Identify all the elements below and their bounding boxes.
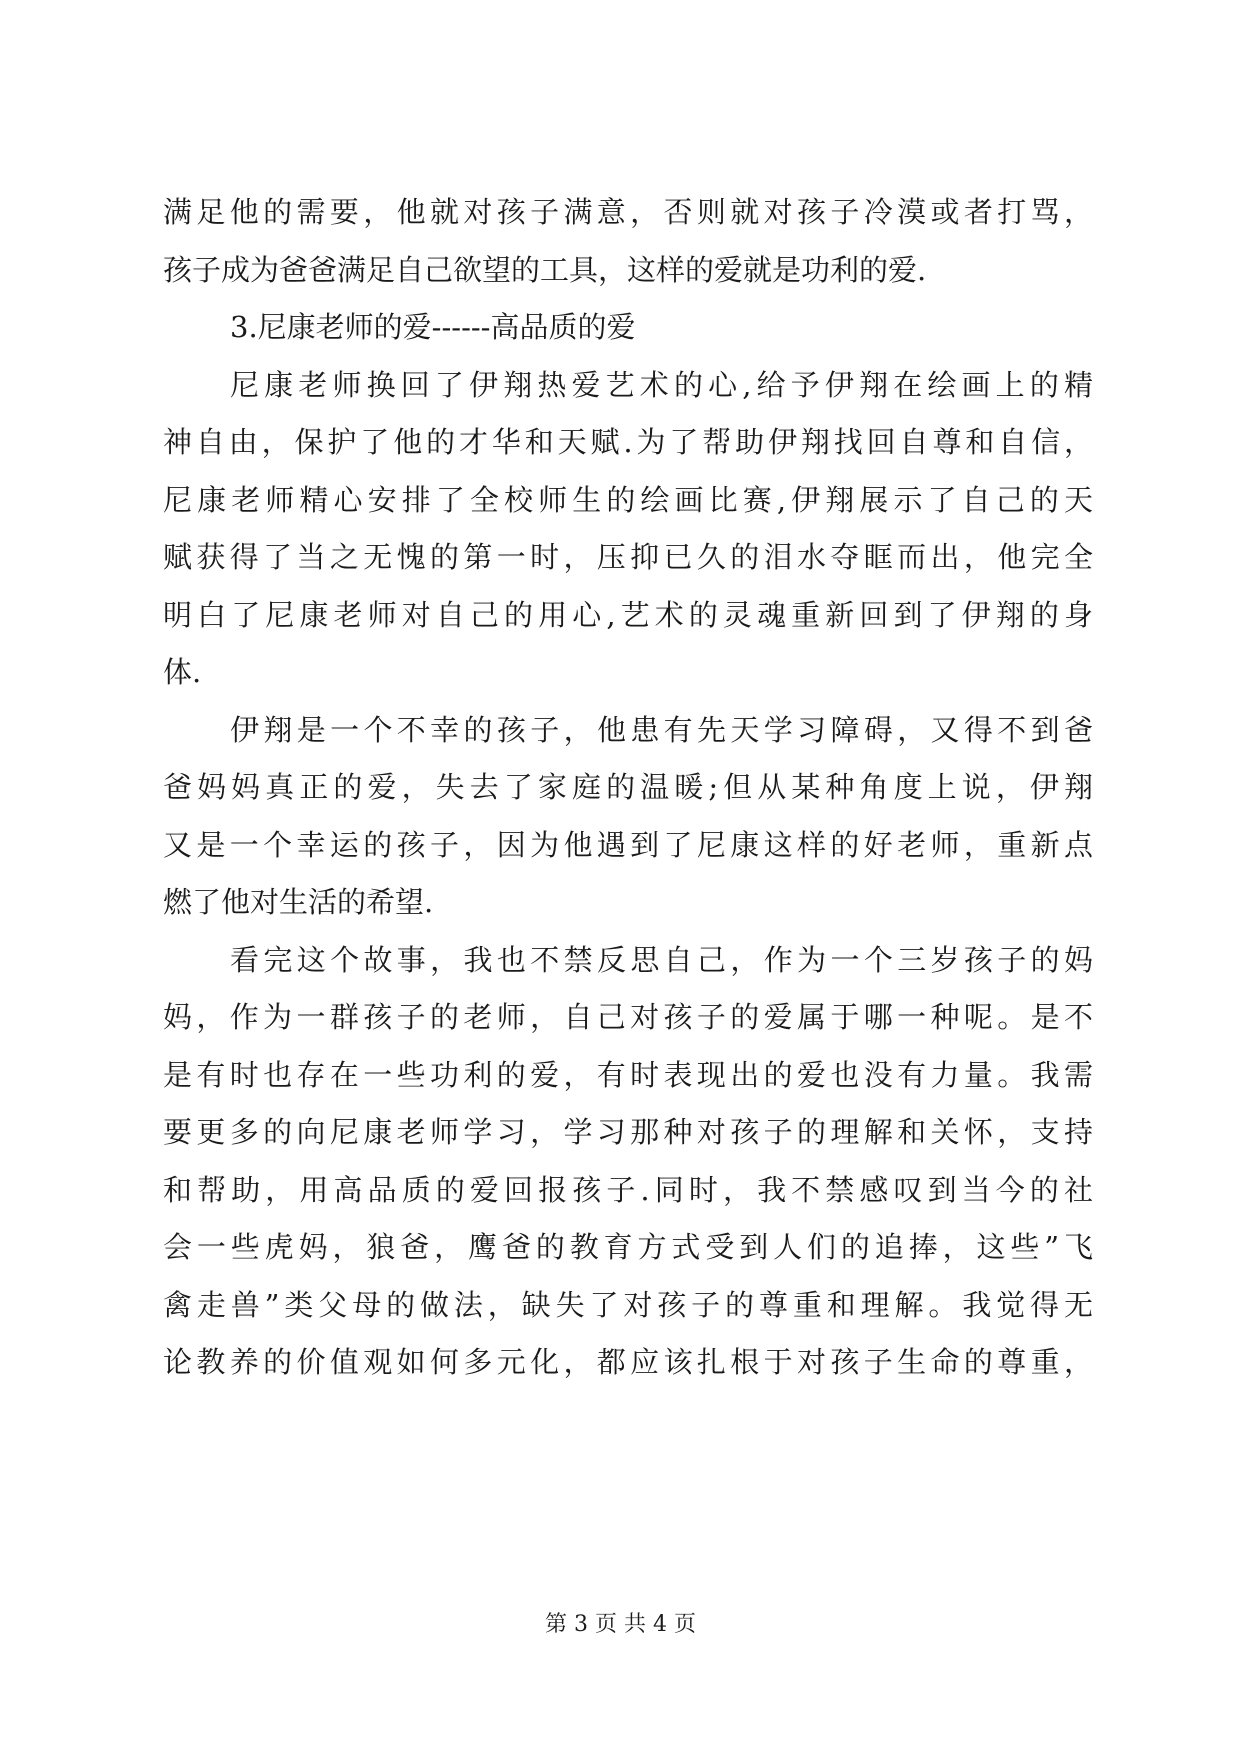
text-line: 体.	[163, 655, 202, 689]
text-line: 赋获得了当之无愧的第一时，压抑已久的泪水夺眶而出，他完全	[163, 540, 1093, 574]
text-line: 爸妈妈真正的爱，失去了家庭的温暖;但从某种角度上说，伊翔	[163, 770, 1093, 804]
text-line: 论教养的价值观如何多元化，都应该扎根于对孩子生命的尊重，	[163, 1345, 1093, 1379]
text-line: 禽走兽”类父母的做法，缺失了对孩子的尊重和理解。我觉得无	[163, 1287, 1093, 1322]
text-line: 燃了他对生活的希望.	[163, 885, 434, 919]
text-line: 会一些虎妈，狼爸，鹰爸的教育方式受到人们的追捧，这些”飞	[163, 1230, 1093, 1264]
text-line: 神自由，保护了他的才华和天赋.为了帮助伊翔找回自尊和自信，	[163, 425, 1093, 459]
text-line: 尼康老师换回了伊翔热爱艺术的心,给予伊翔在绘画上的精	[230, 367, 1093, 402]
text-line: 是有时也存在一些功利的爱，有时表现出的爱也没有力量。我需	[163, 1057, 1093, 1092]
body-text	[163, 184, 1093, 1392]
text-line: 又是一个幸运的孩子，因为他遇到了尼康这样的好老师，重新点	[163, 827, 1093, 862]
page-footer: 第 3 页 共 4 页	[545, 1612, 696, 1637]
text-line: 孩子成为爸爸满足自己欲望的工具，这样的爱就是功利的爱.	[163, 252, 927, 287]
text-line: 和帮助，用高品质的爱回报孩子.同时，我不禁感叹到当今的社	[163, 1172, 1093, 1207]
text-line: 尼康老师精心安排了全校师生的绘画比赛,伊翔展示了自己的天	[163, 482, 1093, 517]
text-line: 伊翔是一个不幸的孩子，他患有先天学习障碍，又得不到爸	[230, 712, 1093, 747]
text-line: 明白了尼康老师对自己的用心,艺术的灵魂重新回到了伊翔的身	[163, 597, 1093, 632]
text-line: 要更多的向尼康老师学习，学习那种对孩子的理解和关怀，支持	[163, 1115, 1093, 1149]
text-line: 满足他的需要，他就对孩子满意，否则就对孩子冷漠或者打骂，	[163, 195, 1093, 229]
text-line: 妈，作为一群孩子的老师，自己对孩子的爱属于哪一种呢。是不	[163, 1000, 1093, 1034]
section-heading: 3.尼康老师的爱------高品质的爱	[230, 310, 636, 344]
text-line: 看完这个故事，我也不禁反思自己，作为一个三岁孩子的妈	[230, 942, 1093, 977]
